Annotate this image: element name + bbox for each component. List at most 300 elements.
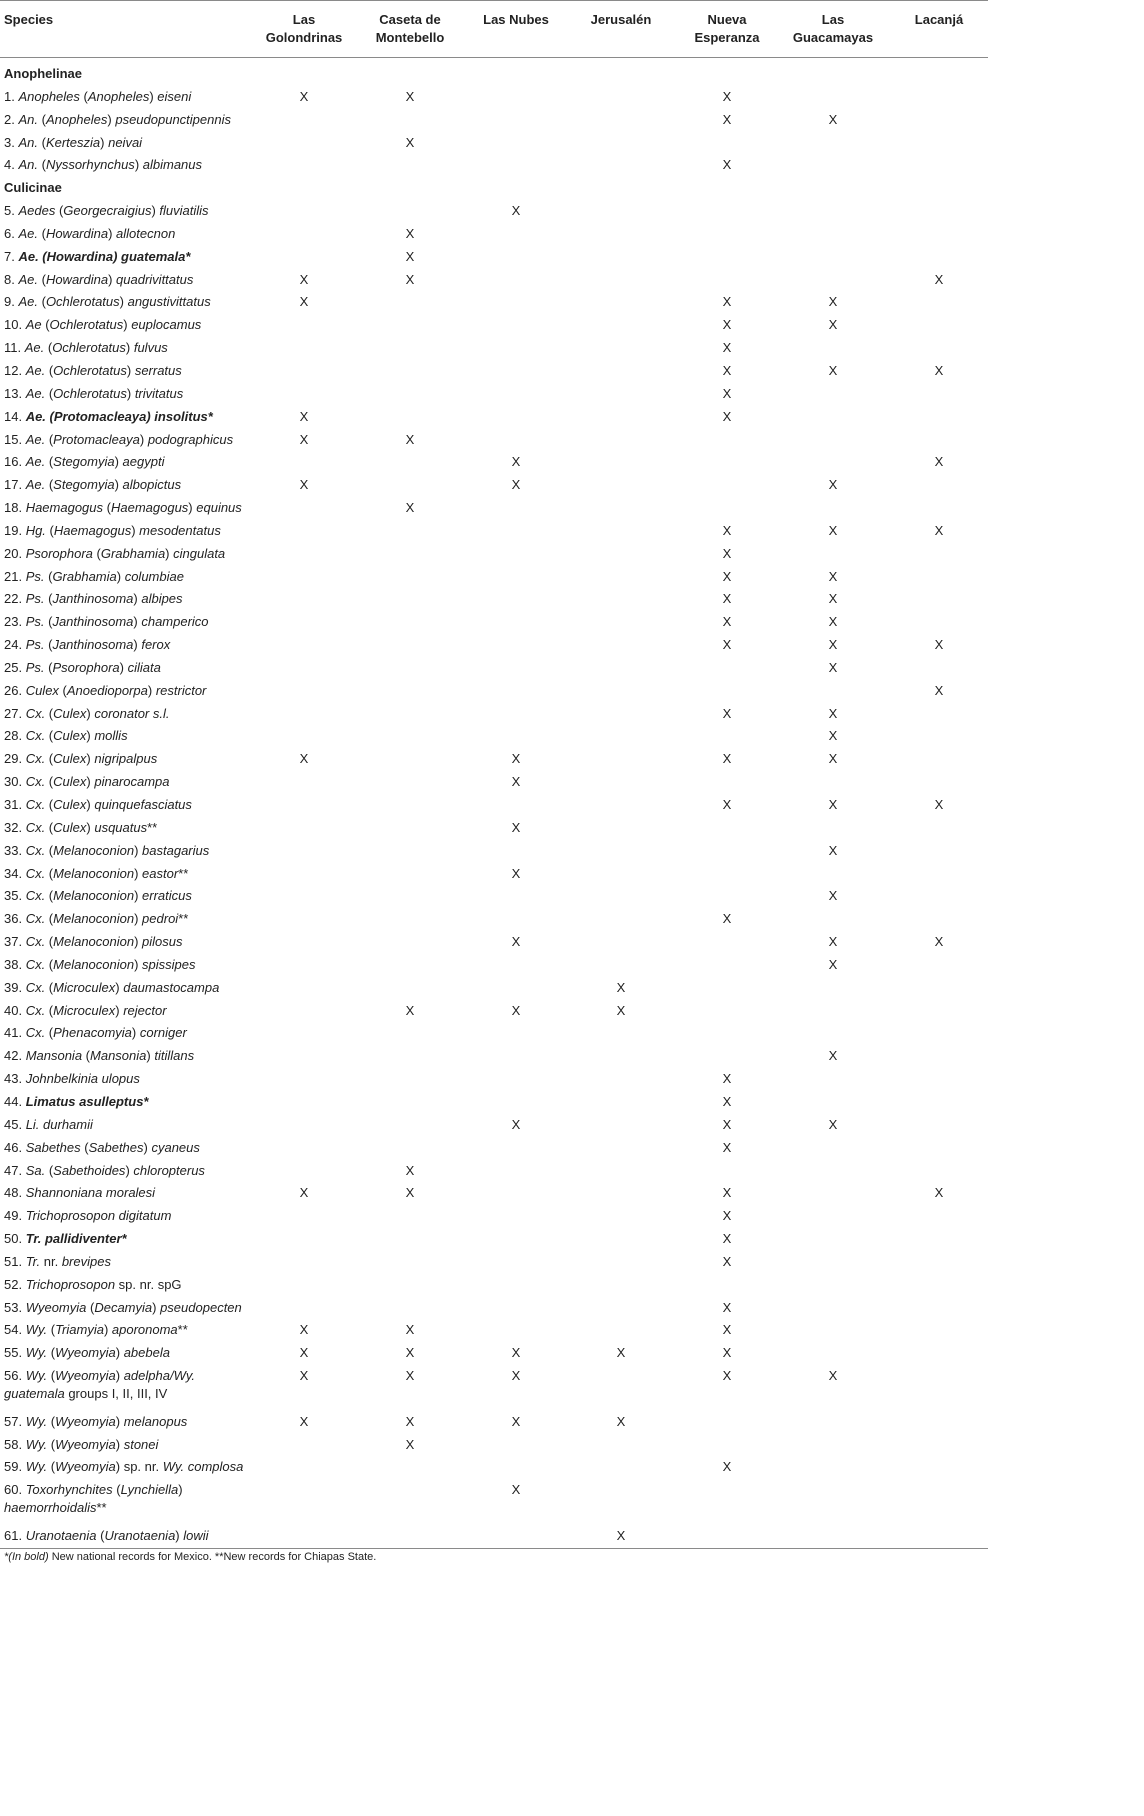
species-name-part: Cx. [25, 934, 46, 950]
species-cell [4, 134, 244, 152]
presence-mark: X [828, 1368, 838, 1384]
species-line [4, 1116, 244, 1134]
species-name-part: ( [79, 88, 88, 104]
species-name-part: Ae. [25, 431, 46, 447]
presence-mark: X [616, 979, 626, 995]
species-name-part: 61. [4, 1528, 26, 1543]
species-name-part: ) [165, 545, 174, 561]
species-name-part: ( [112, 1482, 121, 1498]
species-line [4, 842, 244, 860]
species-line [4, 225, 244, 243]
species-name-part: ) [133, 591, 142, 607]
presence-mark: X [405, 1002, 415, 1018]
presence-mark: X [616, 1528, 626, 1543]
species-name-part: Janthinosoma [52, 637, 134, 653]
species-name-part: cyaneus [151, 1139, 200, 1155]
presence-mark: X [405, 1185, 415, 1201]
table-row [0, 588, 988, 611]
species-name-part: ( [45, 431, 54, 447]
table-row [0, 246, 988, 269]
species-line [4, 1321, 244, 1339]
presence-mark: X [511, 1482, 521, 1498]
species-name-part: Ps. [25, 568, 45, 584]
species-name-part: Ps. [25, 614, 45, 630]
species-name-part: Ps. [25, 591, 45, 607]
species-name-part: ( [37, 134, 46, 150]
table-row [0, 1456, 988, 1479]
table-row [0, 1297, 988, 1320]
species-name-part: Ae. [25, 362, 46, 378]
species-name-part: 39. [4, 979, 26, 995]
presence-mark: X [511, 934, 521, 950]
species-name-part: 3. [4, 134, 19, 150]
presence-mark: X [511, 454, 521, 470]
species-name-part: Grabhamia [100, 545, 166, 561]
species-name-part: 7. [4, 248, 19, 264]
species-name-part: 33. [4, 842, 26, 858]
species-name-part: Stegomyia [53, 477, 115, 493]
species-name-part: ( [45, 842, 54, 858]
species-name-part: 27. [4, 705, 26, 721]
section-label: Culicinae [4, 180, 62, 196]
species-line [4, 316, 244, 334]
species-cell [4, 293, 244, 311]
species-name-part: pilosus [142, 934, 183, 950]
species-cell [4, 682, 244, 700]
species-name-part: ) [134, 911, 143, 927]
species-line [4, 453, 244, 471]
presence-mark: X [511, 751, 521, 767]
presence-mark: X [405, 1162, 415, 1178]
presence-mark: X [828, 797, 838, 812]
species-name-part: ferox [141, 637, 171, 653]
species-name-part: ) [115, 1436, 124, 1452]
presence-mark: X [299, 1345, 309, 1361]
table-row [0, 291, 988, 314]
presence-mark: X [722, 637, 732, 653]
species-cell [4, 1116, 244, 1134]
table-row [0, 885, 988, 908]
species-name-part: An. [18, 111, 38, 127]
species-name-part: ( [45, 1025, 54, 1041]
species-line [4, 887, 244, 905]
species-name-part: 40. [4, 1002, 26, 1018]
species-name-part: ) [175, 1528, 184, 1543]
species-name-part: ( [45, 819, 54, 835]
species-line [4, 750, 244, 768]
species-name-part: ) [100, 134, 109, 150]
species-line [4, 956, 244, 974]
species-name-part: Ochlerotatus [53, 362, 127, 378]
species-name-part: Nyssorhynchus [45, 157, 135, 173]
presence-mark: X [405, 431, 415, 447]
species-name-part: aporonoma [111, 1322, 178, 1338]
species-name-part: 6. [4, 225, 19, 241]
species-name-part: ( [58, 682, 67, 698]
presence-mark: X [511, 1002, 521, 1018]
species-name-part: Janthinosoma [52, 614, 134, 630]
species-name-part: pedroi [142, 911, 179, 927]
presence-mark: X [405, 1436, 415, 1452]
species-name-part: 50. [4, 1231, 26, 1247]
species-name-part: ( [47, 1322, 56, 1338]
species-name-part: ( [86, 1299, 95, 1315]
species-name-part: Wyeomyia [25, 1299, 87, 1315]
species-name-part: Cx. [25, 865, 46, 881]
species-name-part: 8. [4, 271, 19, 287]
species-name-part: ( [44, 637, 53, 653]
species-name-part: Wy. complosa [162, 1459, 244, 1475]
species-name-part: ** [147, 819, 158, 835]
species-name-part: Cx. [25, 797, 46, 812]
table-row [0, 132, 988, 155]
species-line [4, 773, 244, 791]
species-line [4, 1047, 244, 1065]
species-name-part: 55. [4, 1345, 26, 1361]
presence-mark: X [722, 568, 732, 584]
species-name-part: bastagarius [142, 842, 210, 858]
table-row [0, 840, 988, 863]
species-name-part: Johnbelkinia ulopus [25, 1071, 140, 1087]
species-cell [4, 88, 244, 106]
presence-mark: X [722, 1093, 732, 1109]
species-name-part: ( [45, 362, 54, 378]
species-name-part: trivitatus [134, 385, 184, 401]
species-cell [4, 1344, 244, 1362]
species-name-part: Ae. (Howardina) guatemala* [18, 248, 191, 264]
species-name-part: Ae [25, 317, 42, 333]
species-cell [4, 522, 244, 540]
species-line [4, 1499, 244, 1517]
presence-mark: X [722, 1116, 732, 1132]
presence-mark: X [722, 385, 732, 401]
presence-mark: X [405, 248, 415, 264]
presence-mark: X [405, 500, 415, 516]
species-cell [4, 1413, 244, 1431]
species-name-part: ) [108, 225, 117, 241]
presence-mark: X [722, 1208, 732, 1224]
species-name-part: Cx. [25, 979, 46, 995]
table-row [0, 703, 988, 726]
table-row [0, 1274, 988, 1297]
species-cell [4, 933, 244, 951]
table-row [0, 86, 988, 109]
presence-mark: X [722, 522, 732, 538]
species-name-part: Psorophora [25, 545, 93, 561]
species-cell [4, 111, 244, 129]
table-row [0, 1251, 988, 1274]
presence-mark: X [828, 934, 838, 950]
species-name-part: ) [147, 682, 156, 698]
species-name-part: haemorrhoidalis [4, 1500, 97, 1516]
species-name-part: Ae. [24, 340, 45, 356]
table-row [0, 337, 988, 360]
presence-mark: X [722, 1368, 732, 1384]
species-name-part: Sabethes [88, 1139, 144, 1155]
species-name-part: ) [115, 1368, 124, 1384]
species-name-part: ( [55, 203, 64, 219]
species-line [4, 1024, 244, 1042]
species-name-part: ( [45, 911, 54, 927]
species-name-part: Mansonia [25, 1048, 83, 1064]
species-name-part: ) [125, 340, 134, 356]
species-name-part: ( [45, 477, 54, 493]
species-line [4, 590, 244, 608]
species-name-part: equinus [196, 500, 242, 516]
species-line [4, 385, 244, 403]
species-name-part: 56. [4, 1368, 26, 1384]
species-name-part: ) [103, 1322, 112, 1338]
species-name-part: Uranotaenia [25, 1528, 97, 1543]
species-name-part: ( [37, 271, 46, 287]
presence-mark: X [511, 1345, 521, 1361]
species-cell [4, 271, 244, 289]
species-name-part: ( [45, 522, 54, 538]
species-name-part: mollis [94, 728, 128, 744]
species-name-part: Cx. [25, 705, 46, 721]
species-name-part: Anopheles [18, 88, 80, 104]
presence-mark: X [722, 614, 732, 630]
species-line [4, 408, 244, 426]
species-name-part: 36. [4, 911, 26, 927]
presence-mark: X [828, 477, 838, 493]
table-row [0, 1160, 988, 1183]
species-cell [4, 431, 244, 449]
species-line [4, 134, 244, 152]
species-name-part: nigripalpus [94, 751, 158, 767]
table-row [0, 1068, 988, 1091]
header-site-line1: Las [821, 12, 845, 27]
presence-mark: X [934, 271, 944, 287]
species-name-part: coronator s.l. [94, 705, 170, 721]
table-row [0, 543, 988, 566]
presence-mark: X [934, 637, 944, 653]
presence-mark: X [405, 1368, 415, 1384]
species-name-part: ( [96, 1528, 105, 1543]
species-name-part: ) [116, 568, 125, 584]
species-name-part: An. [18, 134, 38, 150]
presence-mark: X [511, 819, 521, 835]
species-name-part: serratus [134, 362, 182, 378]
species-name-part: eastor [142, 865, 179, 881]
presence-mark: X [722, 1139, 732, 1155]
species-name-part: Ochlerotatus [49, 317, 124, 333]
table-body [0, 63, 988, 1548]
presence-mark: X [722, 1345, 732, 1361]
species-name-part: ** [96, 1500, 107, 1516]
presence-mark: X [934, 362, 944, 378]
species-cell [4, 408, 244, 426]
species-name-part: Ochlerotatus [52, 340, 126, 356]
species-name-part: Kerteszia [45, 134, 101, 150]
species-name-part: Sa. [25, 1162, 46, 1178]
species-name-part: Ae. [25, 477, 46, 493]
presence-mark: X [722, 911, 732, 927]
species-name-part: ) [149, 88, 158, 104]
species-cell [4, 1184, 244, 1202]
table-row [0, 154, 988, 177]
header-site-line1: Lacanjá [914, 12, 964, 27]
footnote-bold-note: *(In bold) [4, 1551, 49, 1563]
species-name-part: Wy. [25, 1322, 48, 1338]
species-name-part: ( [45, 774, 54, 790]
species-name-part: 28. [4, 728, 26, 744]
species-name-part: 32. [4, 819, 26, 835]
species-name-part: 52. [4, 1276, 26, 1292]
species-cell [4, 1527, 244, 1545]
species-name-part: Wy. [25, 1368, 48, 1384]
species-name-part: Melanoconion [53, 911, 135, 927]
species-name-part: ) [86, 751, 95, 767]
footnote-text: New national records for Mexico. **New records for Chiapas State. [48, 1551, 377, 1563]
species-name-part: ) [152, 1299, 161, 1315]
species-name-part: Haemagogus [25, 500, 104, 516]
table-row [0, 406, 988, 429]
presence-mark: X [828, 888, 838, 904]
species-name-part: restrictor [155, 682, 207, 698]
species-name-part: 1. [4, 88, 19, 104]
species-name-part: Cx. [25, 1025, 46, 1041]
header-site-line1: Caseta de [379, 12, 441, 27]
presence-mark: X [299, 1368, 309, 1384]
presence-mark: X [828, 751, 838, 767]
species-name-part: ( [41, 317, 50, 333]
species-cell [4, 705, 244, 723]
presence-mark: X [828, 1048, 838, 1064]
species-name-part: fluviatilis [159, 203, 209, 219]
species-name-part: Ae. [25, 454, 46, 470]
species-cell [4, 1276, 244, 1294]
species-line [4, 522, 244, 540]
species-name-part: Ps. [25, 637, 45, 653]
species-name-part: Ae. [18, 225, 38, 241]
presence-mark: X [722, 88, 732, 104]
species-name-part: ) [126, 385, 135, 401]
table-row [0, 1137, 988, 1160]
species-name-part: ) [115, 1002, 124, 1018]
species-name-part: Howardina [45, 271, 109, 287]
species-name-part: ( [45, 888, 54, 904]
header-site-guacamayas [778, 11, 888, 47]
species-name-part: Melanoconion [53, 865, 135, 881]
species-name-part: daumastocampa [123, 979, 220, 995]
species-name-part: Melanoconion [53, 956, 135, 972]
presence-mark: X [405, 1345, 415, 1361]
species-name-part: Hg. [25, 522, 46, 538]
header-site-line2: Guacamayas [792, 30, 874, 45]
presence-mark: X [405, 271, 415, 287]
species-line [4, 1184, 244, 1202]
presence-mark: X [828, 728, 838, 744]
presence-mark: X [828, 362, 838, 378]
species-name-part: ( [44, 591, 53, 607]
table-row [0, 977, 988, 1000]
species-name-part: 37. [4, 934, 26, 950]
species-name-part: 15. [4, 431, 26, 447]
species-line [4, 1276, 244, 1294]
table-row [0, 451, 988, 474]
presence-mark: X [934, 934, 944, 950]
species-cell [4, 1321, 244, 1339]
presence-mark: X [934, 522, 944, 538]
section-row [0, 177, 988, 200]
species-cell [4, 1299, 244, 1317]
species-name-part: abebela [123, 1345, 170, 1361]
species-name-part: Aedes [18, 203, 56, 219]
species-name-part: 16. [4, 454, 26, 470]
species-cell [4, 1367, 244, 1403]
species-cell [4, 979, 244, 997]
species-line [4, 156, 244, 174]
presence-mark: X [722, 1253, 732, 1269]
species-cell [4, 1093, 244, 1111]
species-name-part: pseudopunctipennis [115, 111, 231, 127]
presence-mark: X [299, 88, 309, 104]
table-row [0, 200, 988, 223]
table-row [0, 1525, 988, 1548]
species-name-part: ( [92, 545, 101, 561]
presence-mark: X [299, 477, 309, 493]
species-name-part: ) [86, 705, 95, 721]
table-row [0, 474, 988, 497]
species-name-part: Psorophora [52, 659, 120, 675]
species-line [4, 431, 244, 449]
species-name-part: Culex [25, 682, 59, 698]
species-name-part: albopictus [122, 477, 182, 493]
species-name-part: Howardina [45, 225, 109, 241]
presence-mark: X [405, 1322, 415, 1338]
species-cell [4, 636, 244, 654]
presence-mark: X [511, 1413, 521, 1429]
species-name-part: titillans [154, 1048, 195, 1064]
species-name-part: albimanus [142, 157, 203, 173]
table-row [0, 680, 988, 703]
presence-mark: X [934, 1185, 944, 1201]
species-line [4, 910, 244, 928]
presence-mark: X [511, 774, 521, 790]
header-site-line2: Golondrinas [265, 30, 343, 45]
species-name-part: 17. [4, 477, 26, 493]
species-name-part: Anopheles [87, 88, 150, 104]
table-row [0, 1411, 988, 1434]
species-name-part: 38. [4, 956, 26, 972]
presence-mark: X [722, 1299, 732, 1315]
presence-mark: X [616, 1413, 626, 1429]
species-name-part: Ae. (Protomacleaya) insolitus* [25, 408, 213, 424]
species-name-part: ** [178, 911, 189, 927]
species-name-part: ( [45, 956, 54, 972]
species-name-part: ( [37, 111, 46, 127]
species-name-part: Grabhamia [52, 568, 117, 584]
species-name-part: ) sp. nr. [115, 1459, 163, 1475]
section-row [0, 63, 988, 86]
table-row [0, 771, 988, 794]
species-name-part: 5. [4, 203, 19, 219]
species-cell [4, 316, 244, 334]
species-name-part: Ae. [25, 385, 46, 401]
species-name-part: 42. [4, 1048, 26, 1064]
table-row [0, 1114, 988, 1137]
species-name-part: Culex [53, 774, 87, 790]
table-row [0, 748, 988, 771]
species-name-part: ) [115, 1413, 124, 1429]
species-cell [4, 887, 244, 905]
species-name-part: 22. [4, 591, 26, 607]
presence-mark: X [722, 340, 732, 356]
species-name-part: 31. [4, 797, 26, 812]
species-name-part: 20. [4, 545, 26, 561]
species-name-part: champerico [141, 614, 209, 630]
